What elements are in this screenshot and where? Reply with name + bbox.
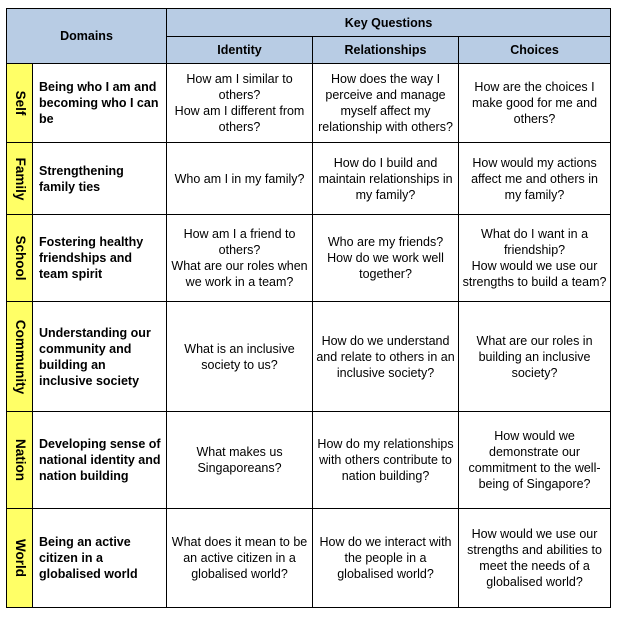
choices-question-cell: What are our roles in building an inclusive society?	[459, 302, 611, 412]
side-label-cell	[7, 509, 33, 608]
relationships-question-cell: How do my relationships with others contribute to nation building?	[313, 412, 459, 509]
choices-question-cell: How would we use our strengths and abilities to meet the needs of a globalised world?	[459, 509, 611, 608]
table-row	[7, 509, 611, 608]
domains-header: Domains	[7, 9, 167, 64]
table-row	[7, 412, 611, 509]
side-label-cell	[7, 215, 33, 302]
identity-question-cell: Who am I in my family?	[167, 143, 313, 215]
side-label: Family	[12, 157, 28, 200]
question-line: How am I different from others?	[174, 104, 305, 134]
key-questions-header: Key Questions	[167, 9, 611, 37]
side-label-cell	[7, 302, 33, 412]
side-label: World	[12, 539, 28, 577]
question-line: Who are my friends?	[327, 235, 444, 249]
relationships-question-cell	[313, 215, 459, 302]
question-line: How do we work well together?	[327, 251, 444, 281]
question-line: What are our roles when we work in a team?	[171, 259, 308, 289]
identity-question-cell: What makes us Singaporeans?	[167, 412, 313, 509]
choices-question-cell	[459, 215, 611, 302]
identity-question-cell	[167, 215, 313, 302]
table-row	[7, 64, 611, 143]
question-line: What do I want in a friendship?	[481, 227, 589, 257]
identity-question-cell: What is an inclusive society to us?	[167, 302, 313, 412]
side-label: Self	[12, 90, 28, 116]
question-line: How am I similar to others?	[186, 72, 293, 102]
values-framework-table	[6, 8, 611, 608]
identity-question-cell	[167, 64, 313, 143]
domain-cell: Being who I am and becoming who I can be	[33, 64, 167, 143]
choices-column-header: Choices	[459, 37, 611, 64]
identity-question-cell: What does it mean to be an active citizen in a globalised world?	[167, 509, 313, 608]
relationships-column-header: Relationships	[313, 37, 459, 64]
relationships-question-cell: How do I build and maintain relationships in my family?	[313, 143, 459, 215]
domain-cell: Strengthening family ties	[33, 143, 167, 215]
table-row	[7, 143, 611, 215]
table-row	[7, 215, 611, 302]
side-label: School	[12, 235, 28, 281]
side-label-cell	[7, 64, 33, 143]
choices-question-cell: How are the choices I make good for me and others?	[459, 64, 611, 143]
side-label-cell	[7, 412, 33, 509]
choices-question-cell: How would we demonstrate our commitment to the well-being of Singapore?	[459, 412, 611, 509]
domain-cell: Fostering healthy friendships and team spirit	[33, 215, 167, 302]
side-label-cell	[7, 143, 33, 215]
domain-cell: Being an active citizen in a globalised world	[33, 509, 167, 608]
question-line: How would we use our strengths to build a team?	[462, 259, 607, 289]
side-label: Community	[12, 319, 28, 394]
relationships-question-cell: How do we interact with the people in a globalised world?	[313, 509, 459, 608]
domain-cell: Understanding our community and building an inclusive society	[33, 302, 167, 412]
side-label: Nation	[12, 439, 28, 481]
relationships-question-cell: How do we understand and relate to others in an inclusive society?	[313, 302, 459, 412]
table-row	[7, 302, 611, 412]
choices-question-cell: How would my actions affect me and others in my family?	[459, 143, 611, 215]
domain-cell: Developing sense of national identity and nation building	[33, 412, 167, 509]
relationships-question-cell: How does the way I perceive and manage myself affect my relationship with others?	[313, 64, 459, 143]
question-line: How am I a friend to others?	[183, 227, 296, 257]
identity-column-header: Identity	[167, 37, 313, 64]
